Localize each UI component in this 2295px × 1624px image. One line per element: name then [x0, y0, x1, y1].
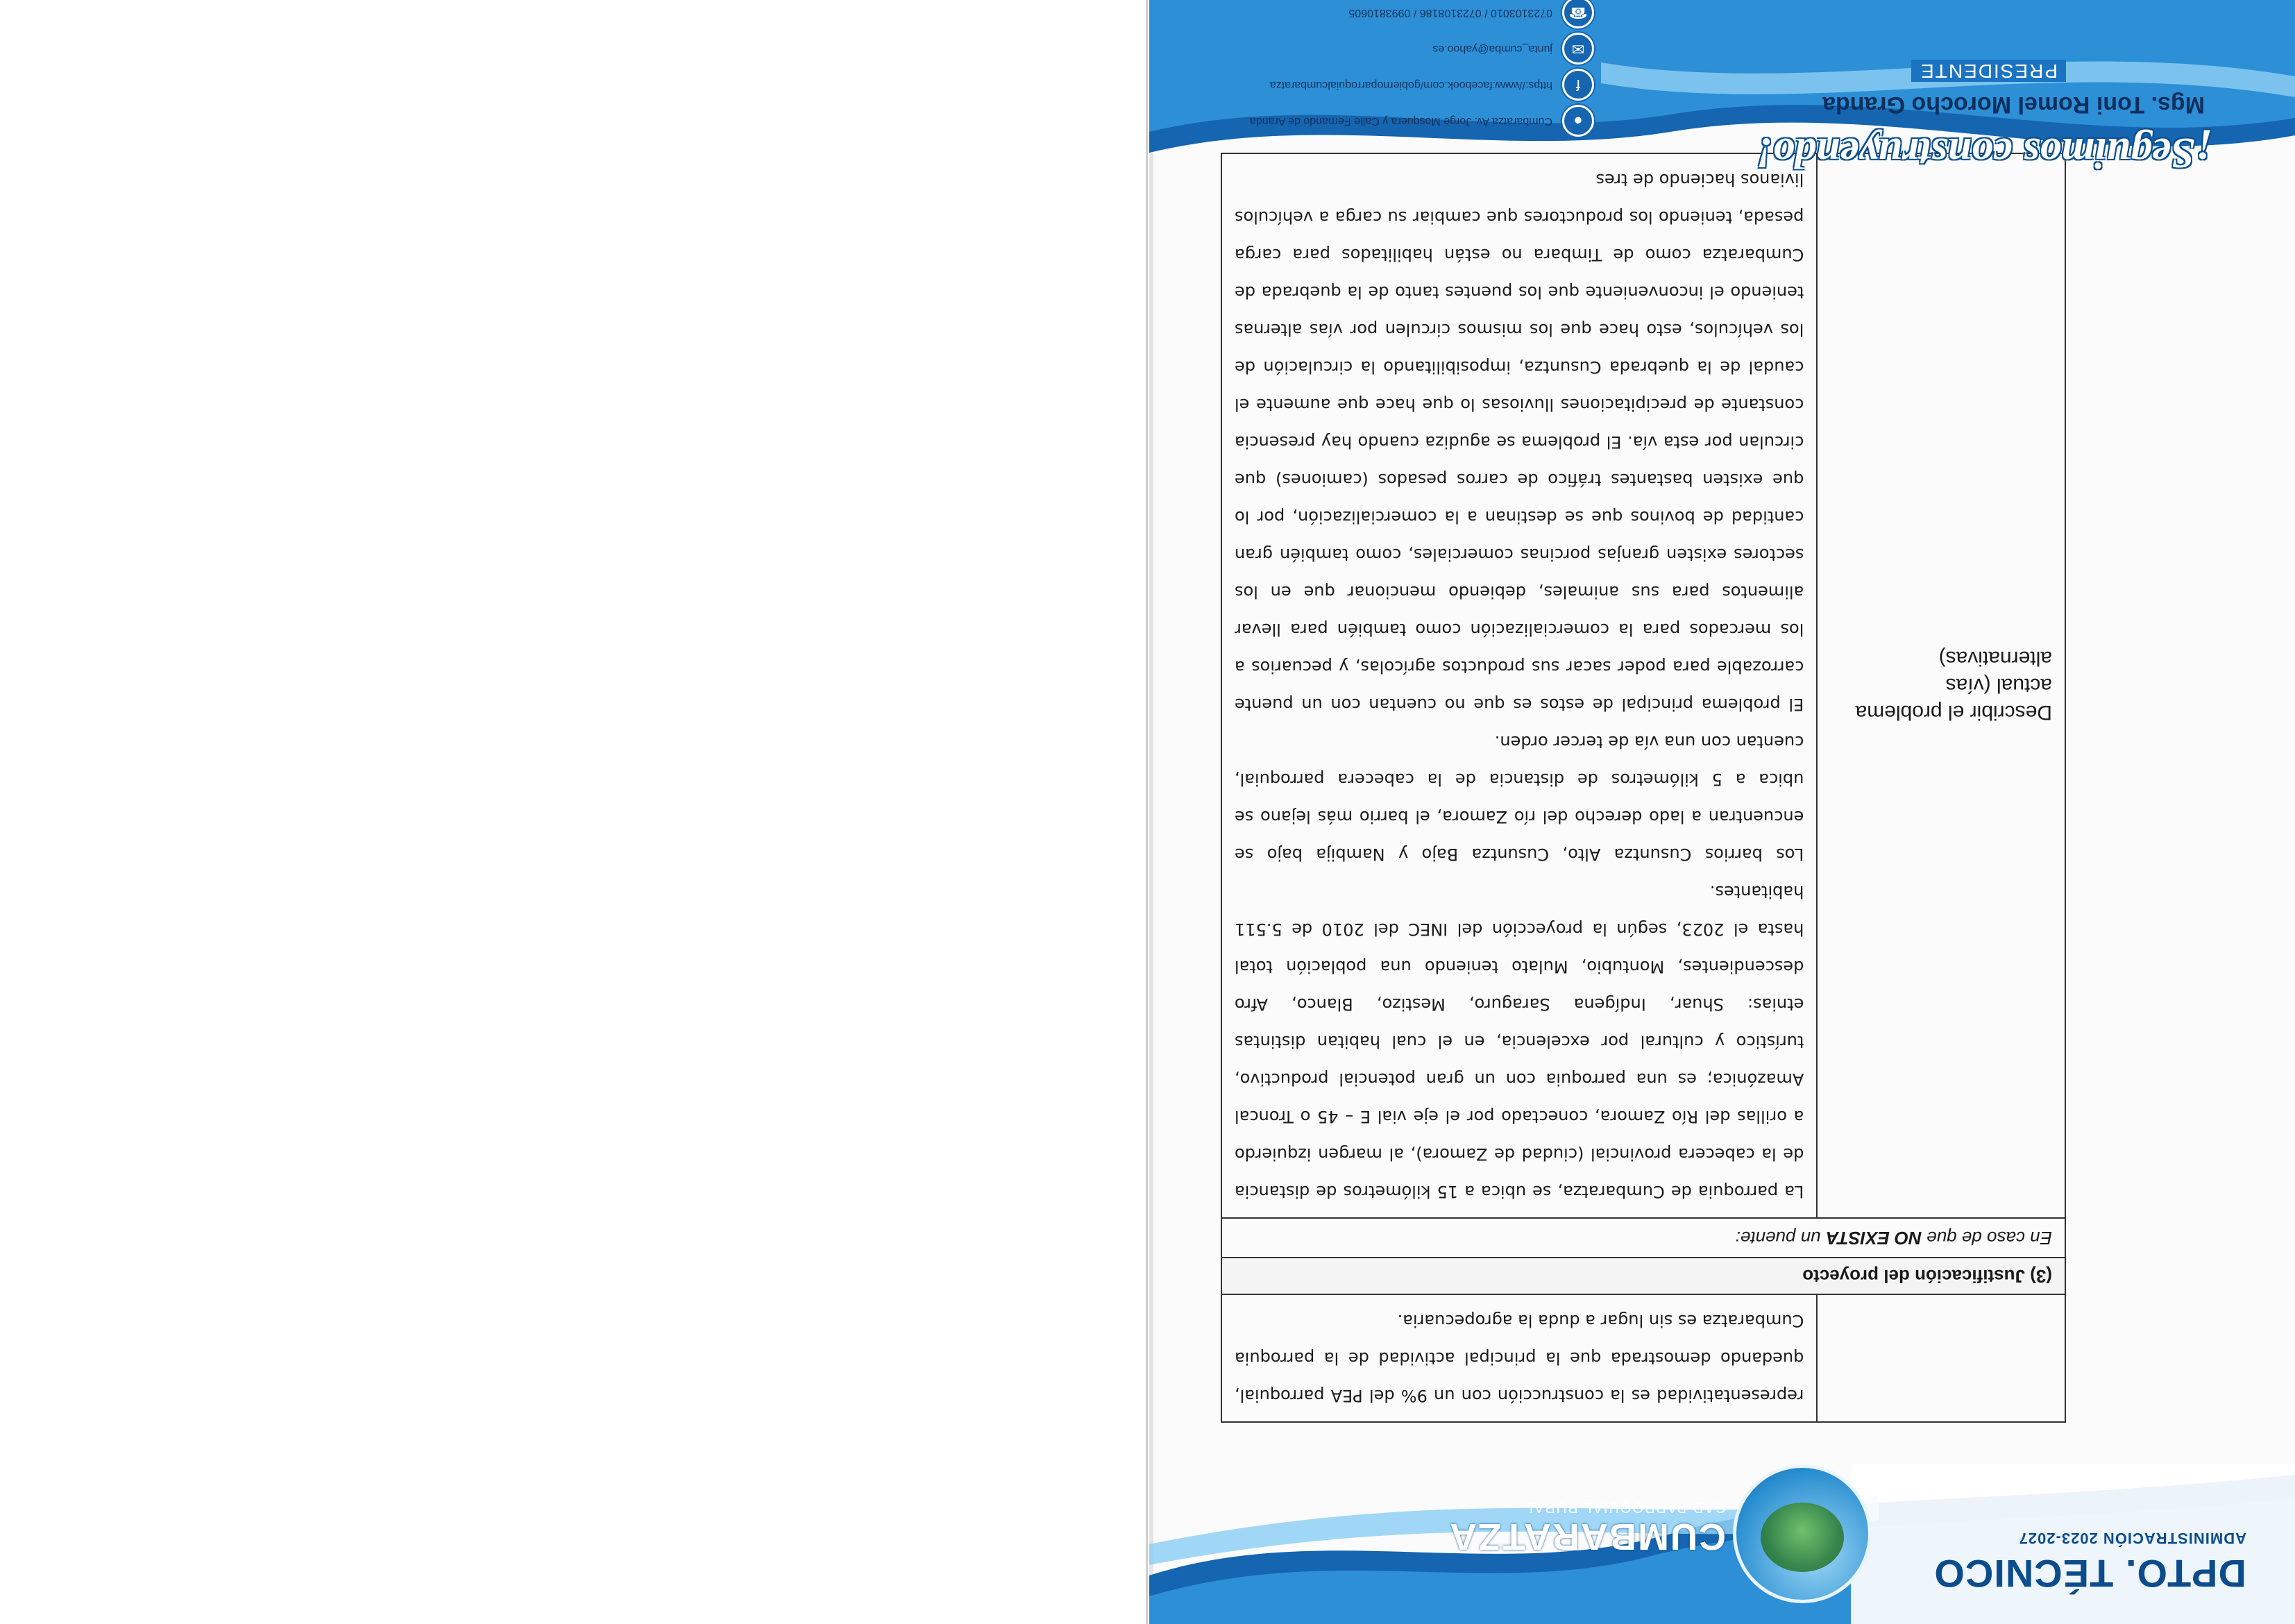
contact-item: [1164, 31, 1594, 67]
contact-text: https://www.facebook.com/gobiernoparroquialcumbaratza: [1269, 79, 1552, 91]
row-label: Describir el problema actual (vías alternativas): [1817, 153, 2065, 1218]
table-row: [1221, 1218, 2065, 1258]
page-edge: [1149, 0, 1153, 1624]
slogan: ¡Seguimos construyendo!: [1756, 129, 2212, 176]
contact-item: [1164, 103, 1594, 139]
paragraph: El problema principal de estos es que no cuentan con un puente carrozable para poder sacar sus productos agrícolas, y pecuarios a los mercados para la comercialización como también para llevar alimentos para sus animales, debiendo mencionar que en los sectores existen granjas porcinas comerciales, como también gran cantidad de bovinos que se destinan a la comercialización, por lo que existen bastantes tráfico de carros pesados (camiones) que circulan por esta vía. El problema se agudiza cuando hay presencia constante de precipitaciones lluviosas lo que hace que aumente el caudal de la quebrada Cusuntza, imposibilitando la circulación de los vehículos, esto hace que los mismos circulen por vías alternas teniendo el inconveniente que los puentes tanto de la quebrada de Cumbaratza como de Timbara no están habilitados para carga pesada, teniendo los productores que cambiar su carga a vehículos livianos haciendo de tres: [1235, 170, 1804, 714]
contact-list: [1164, 0, 1594, 139]
department-block: [1886, 1529, 2246, 1596]
contact-item: [1164, 67, 1594, 103]
president-role: PRESIDENTE: [1911, 60, 2066, 82]
brand-subtitle: GAD PARROQUIAL RURAL: [1523, 1500, 1726, 1515]
letterhead-header: [1149, 1430, 2295, 1624]
empty-label-cell: [1817, 1294, 2065, 1422]
subheading-prefix: En caso de que: [1922, 1228, 2052, 1249]
table-row: [1221, 1294, 2065, 1422]
brand-name: CUMBARATZA: [1448, 1516, 1726, 1557]
contact-text: junta_cumba@yahoo.es: [1432, 43, 1552, 55]
brand-block: [1448, 1499, 1726, 1558]
administration-period: ADMINISTRACIÓN 2023-2027: [2018, 1530, 2246, 1547]
subheading-suffix: un puente:: [1735, 1228, 1826, 1249]
blank-left-page: [0, 0, 1145, 1624]
department-title: DPTO. TÉCNICO: [1933, 1552, 2246, 1596]
paragraph: La parroquia de Cumbaratza, se ubica a 15 kilómetros de distancia de la cabecera provincial (ciudad de Zamora), al margen izquierdo a orillas del Río Zamora, conectado por el eje vial E – 45 o Troncal Amazónica; es una parroquia con un gran potencial productivo, turístico y cultural por excelencia, en el cual habitan distintas etnias: Shuar, Indígena Saraguro, Mestizo, Blanco, Afro descendientes, Montubio, Mulato teniendo una población total hasta el 2023, según la proyección del INEC del 2010 de 5.511 habitantes.: [1235, 882, 1804, 1201]
location-pin-icon: ●: [1562, 105, 1594, 137]
intro-paragraph: representatividad es la construcción con un 9% del PEA parroquial, quedando demostrada que la principal actividad de la parroquia Cumbaratza es sin lugar a duda la agropecuaria.: [1221, 1294, 1817, 1422]
paragraph: Los barrios Cusuntza Alto, Cusuntza Bajo y Nambija bajo se encuentran a lado derecho del río Zamora, el barrio más lejano se ubica a 5 kilómetros de distancia de la cabecera parroquial, cuentan con una vía de tercer orden.: [1235, 732, 1804, 864]
subheading: [1221, 1218, 2065, 1258]
scan-fold-line: [1146, 0, 1148, 1624]
phone-icon: ☎: [1562, 0, 1594, 28]
contact-text: 0723103010 / 0723108186 / 0993810605: [1348, 7, 1552, 19]
table-row: [1221, 1258, 2065, 1294]
president-name: Mgs. Toni Romel Morocho Granda: [1822, 92, 2205, 118]
contact-item: [1164, 0, 1594, 31]
section-title: (3) Justificación del proyecto: [1221, 1258, 2065, 1294]
web-link-icon: f: [1562, 69, 1594, 101]
justification-body: [1221, 153, 1817, 1218]
scanned-document-page: [1149, 0, 2295, 1624]
contact-text: Cumbaratza Av. Jorge Mosquera y Calle Fernando de Aranda: [1249, 115, 1552, 127]
subheading-emphasis: NO EXISTA: [1825, 1228, 1922, 1249]
table-row: [1221, 153, 2065, 1218]
mail-icon: ✉: [1562, 33, 1594, 65]
logo-emblem: [1761, 1503, 1844, 1572]
gad-parroquial-logo-icon: [1733, 1464, 1872, 1603]
project-form-table: [1221, 153, 2066, 1423]
